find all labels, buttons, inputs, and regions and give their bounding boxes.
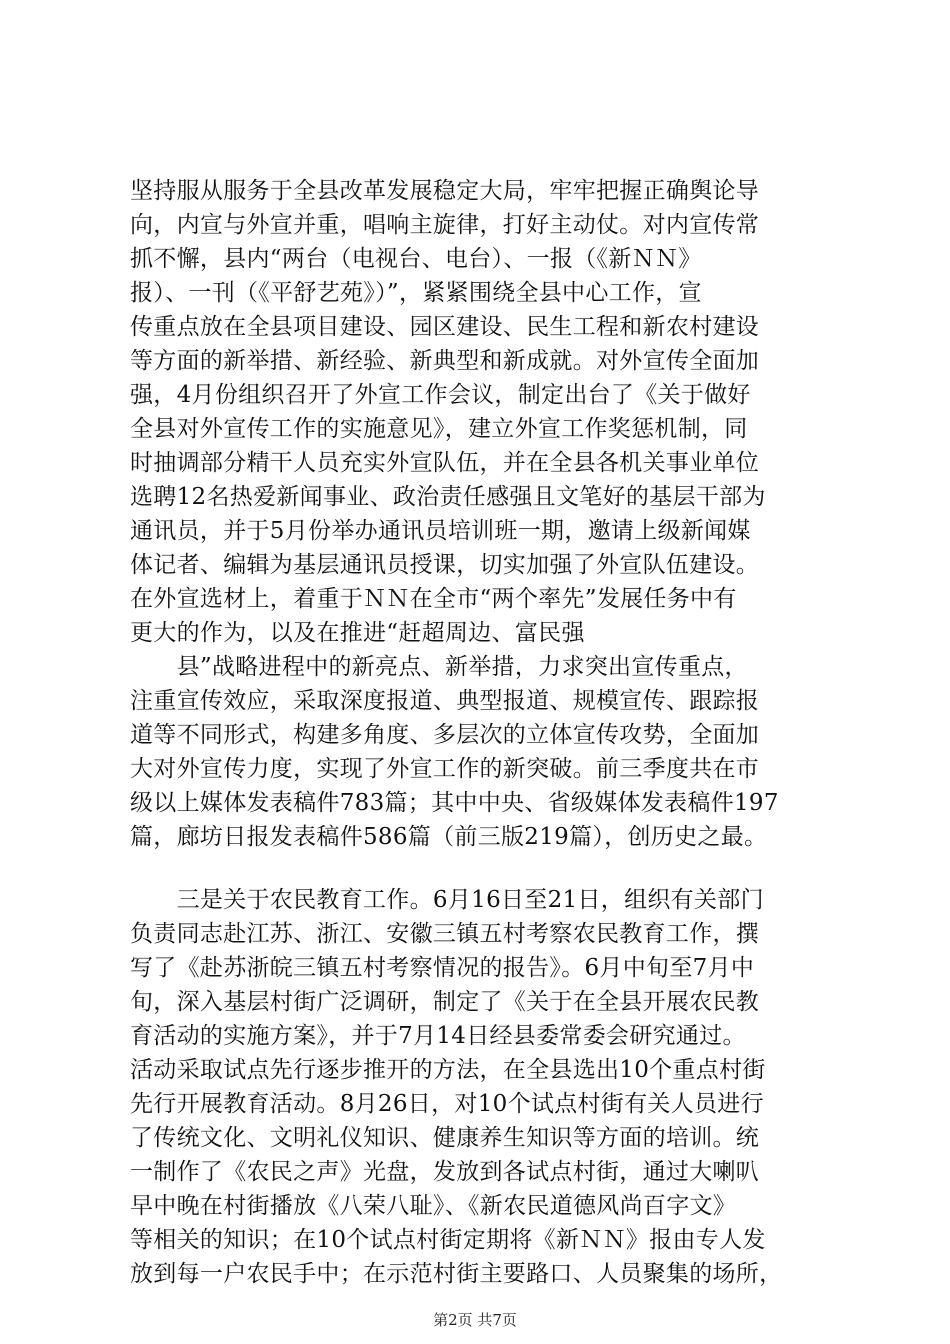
text-line: 早中晚在村街播放《八荣八耻》、《新农民道德风尚百字文》	[130, 1193, 737, 1219]
text-line: 活动采取试点先行逐步推开的方法，在全县选出10个重点村街	[130, 1057, 766, 1083]
text-line: 写了《赴苏浙皖三镇五村考察情况的报告》。6月中旬至7月中	[130, 955, 755, 981]
text-line: 三是关于农民教育工作。6月16日至21日，组织有关部门	[130, 887, 764, 913]
text-line: 在外宣选材上，着重于ＮＮ在全市“两个率先”发展任务中有	[130, 586, 737, 612]
text-line: 县”战略进程中的新亮点、新举措，力求突出宣传重点，	[130, 654, 748, 680]
text-line: 报）、一刊（《平舒艺苑》）”，紧紧围绕全县中心工作，宣	[130, 280, 702, 306]
text-line: 传重点放在全县项目建设、园区建设、民生工程和新农村建设	[130, 314, 760, 340]
text-line: 体记者、编辑为基层通讯员授课，切实加强了外宣队伍建设。	[130, 552, 760, 578]
text-line: 强，4月份组织召开了外宣工作会议，制定出台了《关于做好	[130, 382, 751, 408]
text-line: 先行开展教育活动。8月26日，对10个试点村街有关人员进行	[130, 1091, 764, 1117]
text-line: 更大的作为，以及在推进“赶超周边、富民强	[130, 620, 585, 646]
text-line: 道等不同形式，构建多角度、多层次的立体宣传攻势，全面加	[130, 722, 760, 748]
text-line: 抓不懈，县内“两台（电视台、电台）、一报（《新ＮＮ》	[130, 246, 702, 272]
text-line: 级以上媒体发表稿件783篇；其中中央、省级媒体发表稿件197	[130, 790, 779, 816]
text-line: 负责同志赴江苏、浙江、安徽三镇五村考察农民教育工作，撰	[130, 921, 760, 947]
text-line: 了传统文化、文明礼仪知识、健康养生知识等方面的培训。统	[130, 1125, 760, 1151]
text-line: 等方面的新举措、新经验、新典型和新成就。对外宣传全面加	[130, 348, 760, 374]
text-line: 选聘12名热爱新闻事业、政治责任感强且文笔好的基层干部为	[130, 484, 766, 510]
text-line: 向，内宣与外宣并重，唱响主旋律，打好主动仗。对内宣传常	[130, 212, 760, 238]
text-line: 大对外宣传力度，实现了外宣工作的新突破。前三季度共在市	[130, 756, 760, 782]
text-line: 旬，深入基层村街广泛调研，制定了《关于在全县开展农民教	[130, 989, 760, 1015]
text-line: 通讯员，并于5月份举办通讯员培训班一期，邀请上级新闻媒	[130, 518, 751, 544]
text-line: 篇，廊坊日报发表稿件586篇（前三版219篇），创历史之最。	[130, 824, 768, 850]
text-line: 坚持服从服务于全县改革发展稳定大局，牢牢把握正确舆论导	[130, 178, 760, 204]
text-line: 注重宣传效应，采取深度报道、典型报道、规模宣传、跟踪报	[130, 688, 760, 714]
page-number-footer: 第2页 共7页	[433, 1311, 517, 1329]
text-line: 育活动的实施方案》，并于7月14日经县委常委会研究通过。	[130, 1023, 746, 1049]
text-line: 放到每一户农民手中；在示范村街主要路口、人员聚集的场所，	[130, 1261, 783, 1287]
text-line: 全县对外宣传工作的实施意见》，建立外宣工作奖惩机制，同	[130, 416, 748, 442]
text-line: 一制作了《农民之声》光盘，发放到各试点村街，通过大喇叭	[130, 1159, 760, 1185]
text-line: 等相关的知识；在10个试点村街定期将《新ＮＮ》报由专人发	[130, 1227, 766, 1253]
text-line: 时抽调部分精干人员充实外宣队伍，并在全县各机关事业单位	[130, 450, 760, 476]
